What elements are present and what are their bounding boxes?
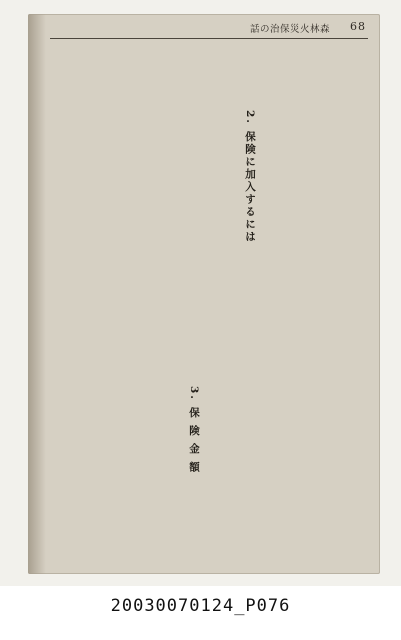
page-header [46, 20, 366, 36]
body-text-upper [70, 46, 366, 294]
running-head: 話の治保災火林森 [249, 24, 330, 35]
book-page [28, 14, 380, 574]
section-heading-insured-amount: 3. 保 険 金 額 [188, 386, 200, 474]
body-text-lower [70, 314, 366, 562]
section-heading-enrollment: 2. 保険に加入するには [244, 110, 256, 244]
page-number: 68 [350, 20, 366, 33]
header-rule [50, 38, 368, 39]
image-id-caption: 20030070124_P076 [110, 596, 291, 616]
